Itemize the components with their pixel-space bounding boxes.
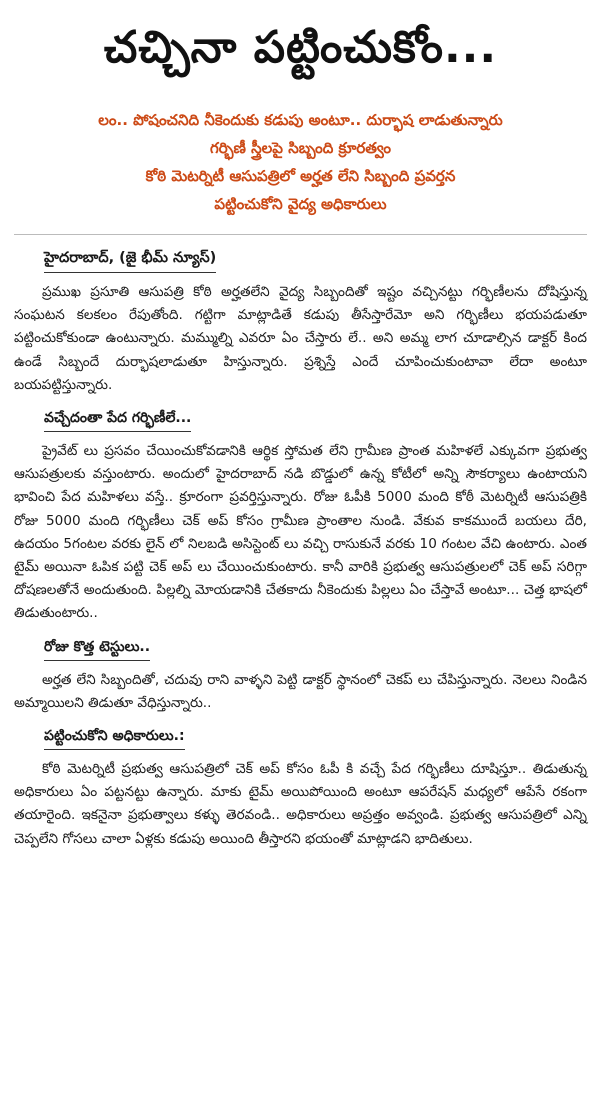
body-paragraph: కోఠి మెటర్నిటీ ప్రభుత్వ ఆసుపత్రిలో చెక్ అప్ కోసం ఓపీ కి వచ్చే పేద గర్భిణీలు దూషిస్తూ.. తిడుతున్న అధికారులు ఏం పట్టనట్టు ఉన్నారు. మాకు టైమ్ అయిపోయింది అంటూ ఆపరేషన్ మధ్యలో ఆపేసే రకంగా తయారైంది. ఇకనైనా ప్రభుత్వాలు కళ్ళు తెరవండి.. అధికారులు అప్రత్తం అవ్వండి. ప్రభుత్వ ఆసుపత్రిలో ఎన్ని చెప్పలేని గోసలు చాలా ఏళ్లకు కడుపు అయింది తీస్తారని భయంతో మాట్లాడని భాదితులు. bbox=[14, 761, 587, 847]
section-heading: రోజు కొత్త టెస్టులు.. bbox=[44, 636, 150, 661]
section-heading: పట్టించుకోని అధికారులు.: bbox=[44, 725, 185, 750]
body-paragraph: ప్రైవేట్ లు ప్రసవం చేయించుకోవడానికి ఆర్థిక స్తోమత లేని గ్రామీణ ప్రాంత మహిళలే ఎక్కువగా ప్రభుత్వ ఆసుపత్రులకు వస్తుంటారు. అందులో హైదరాబాద్ నడి బొడ్డులో ఉన్న కోటీలో అన్ని సౌకర్యాలు ఉంటాయని భావించి పేద మహిళలు వస్తే.. క్రూరంగా ప్రవర్తిస్తున్నారు. రోజు ఓపీకి 5000 మంది కోఠీ మెటర్నిటీ ఆసుపత్రికి రోజు 5000 మంది గర్భిణీలు చెక్ అప్ కోసం గ్రామీణ ప్రాంతాల నుండి. వేకువ కాకముందే బయలు దేరి, ఉదయం 5గంటల వరకు లైన్ లో నిలబడి అసిస్టెంట్ లు వచ్చి రాసుకునే వరకు 10 గంటల వేచి ఉంటారు. ఎంత టైమ్ అయినా ఓపిక పట్టి చెక్ అప్ లు చేయించుకుంటారు. కానీ వారికి ప్రభుత్వ ఆసుపత్రులలో చెక్ అప్ సరిగ్గా దోషణలతోనే అందుతుంది. పిల్లల్ని మోయడానికి చేతకాదు నీకెందుకు పిల్లలు ఏం చేస్తావే అంటూ... చెత్త భాషలో తిడుతుంటారు.. bbox=[14, 443, 587, 622]
subheading: కోఠి మెటర్నిటీ ఆసుపత్రిలో అర్హత లేని సిబ్బంది ప్రవర్తన bbox=[145, 167, 456, 185]
headline: చచ్చినా పట్టించుకోం... bbox=[103, 22, 498, 73]
subheading: పట్టించుకోని వైద్య అధికారులు bbox=[214, 195, 387, 213]
body-paragraph: అర్హత లేని సిబ్బందితో, చదువు రాని వాళ్ళని పెట్టి డాక్టర్ స్థానంలో చెకప్ లు చేపిస్తున్నారు. నెలలు నిండిన అమ్మాయిలని తిడుతూ వేధిస్తున్నారు.. bbox=[14, 671, 587, 711]
subheading: లం.. పోషంచనిది నీకెందుకు కడుపు అంటూ.. దుర్భాష లాడుతున్నారు bbox=[98, 111, 503, 129]
body-paragraph: ప్రముఖ ప్రసూతి ఆసుపత్రి కోఠి అర్హతలేని వైద్య సిబ్బందితో ఇష్టం వచ్చినట్టు గర్భిణీలను దోషిస్తున్న సంఘటన కలకలం రేపుతోంది. గట్టిగా మాట్లాడితే కడుపు తీసేస్తారేమో అని గర్భిణీలు భయపడుతూ పట్టించుకోకుండా ఉంటున్నారు. మమ్ముల్ని ఎవరూ ఏం చేస్తారు లే.. అని అమ్మ లాగ చూడాల్సిన డాక్టర్ కింద ఉండే సిబ్బందే దుర్భాషలాడుతూ హిస్తున్నారు. ప్రశ్నిస్తే ఎందే చూపించుకుంటావా లేదా అంటూ బయపట్టిస్తున్నారు. bbox=[14, 284, 587, 393]
subheading: గర్భిణీ స్త్రీలపై సిబ్బంది క్రూరత్వం bbox=[209, 139, 392, 157]
divider bbox=[14, 234, 587, 235]
subheadings bbox=[14, 106, 587, 218]
dateline: హైదరాబాద్, (జై భీమ్ న్యూస్) bbox=[44, 247, 216, 273]
section-heading: వచ్చేదంతా పేద గర్భిణీలే... bbox=[44, 407, 191, 432]
